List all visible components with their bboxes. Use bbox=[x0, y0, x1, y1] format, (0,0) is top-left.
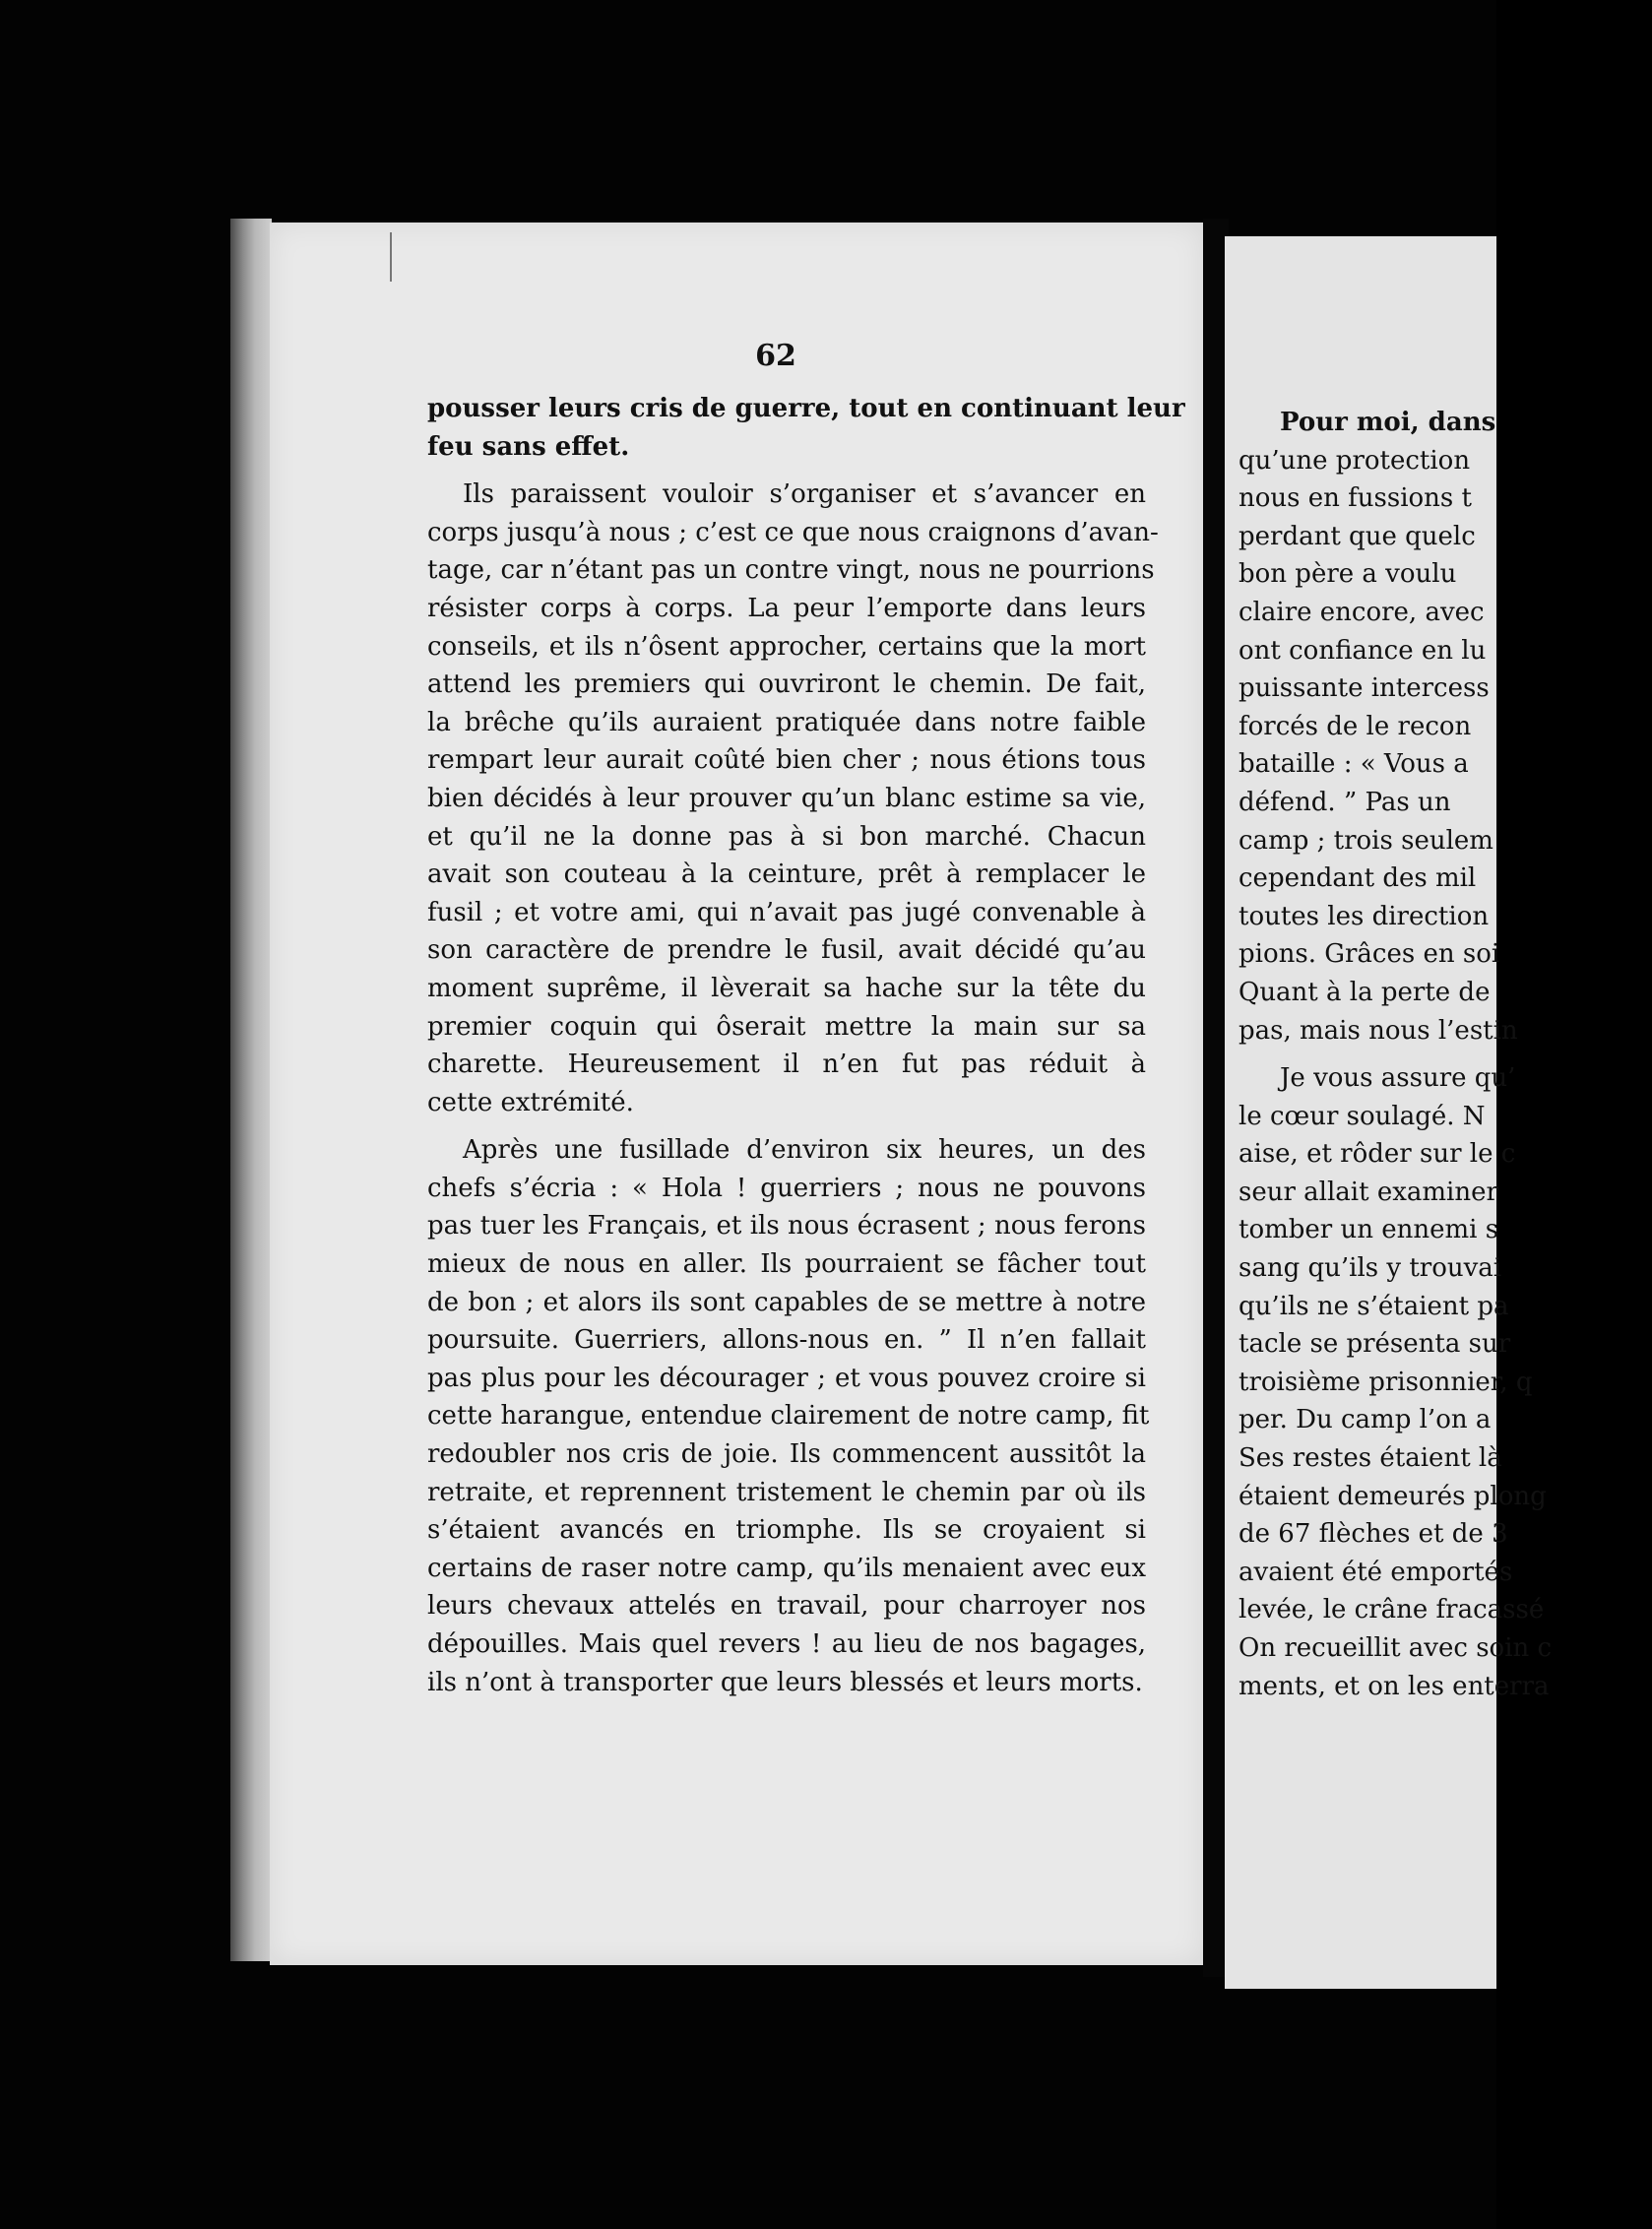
text-line: défend. ” Pas un bbox=[1239, 787, 1451, 817]
text-line: résister corps à corps. La peur l’emporte dans leurs bbox=[427, 593, 1146, 623]
text-line: de 67 flèches et de 3 bbox=[1239, 1519, 1508, 1550]
text-line: pousser leurs cris de guerre, tout en continuant leur bbox=[427, 394, 1185, 423]
text-line: retraite, et reprennent tristement le chemin par où ils bbox=[427, 1477, 1146, 1507]
text-line: per. Du camp l’on a bbox=[1239, 1405, 1492, 1435]
left-page bbox=[270, 223, 1203, 1965]
text-line: cette harangue, entendue clairement de notre camp, fit bbox=[427, 1401, 1150, 1432]
text-line: Ses restes étaient là bbox=[1239, 1443, 1502, 1474]
text-line: Après une fusillade d’environ six heures, un des bbox=[463, 1135, 1146, 1166]
text-line: tomber un ennemi s bbox=[1239, 1215, 1499, 1245]
text-line: nous en fussions t bbox=[1239, 483, 1472, 514]
text-line: étaient demeurés plong bbox=[1239, 1481, 1547, 1511]
text-line: On recueillit avec soin c bbox=[1239, 1633, 1553, 1663]
text-line: avait son couteau à la ceinture, prêt à remplacer le bbox=[427, 860, 1146, 890]
text-line: corps jusqu’à nous ; c’est ce que nous craignons d’avan- bbox=[427, 517, 1159, 547]
text-line: aise, et rôder sur le c bbox=[1239, 1139, 1516, 1170]
text-line: qu’une protection bbox=[1239, 445, 1471, 476]
text-line: mieux de nous en aller. Ils pourraient se fâcher tout bbox=[427, 1249, 1146, 1280]
text-line: qu’ils ne s’étaient pa bbox=[1239, 1291, 1509, 1321]
text-line: fusil ; et votre ami, qui n’avait pas jugé convenable à bbox=[427, 897, 1146, 927]
text-line: ments, et on les enterra bbox=[1239, 1671, 1550, 1701]
text-line: son caractère de prendre le fusil, avait décidé qu’au bbox=[427, 935, 1146, 966]
text-line: claire encore, avec bbox=[1239, 597, 1485, 627]
text-line: moment suprême, il lèverait sa hache sur la tête du bbox=[427, 973, 1146, 1003]
text-line: s’étaient avancés en triomphe. Ils se croyaient si bbox=[427, 1515, 1146, 1546]
text-line: pas tuer les Français, et ils nous écrasent ; nous ferons bbox=[427, 1211, 1146, 1242]
text-line: cependant des mil bbox=[1239, 863, 1477, 894]
text-line: pas plus pour les décourager ; et vous pouvez croire si bbox=[427, 1363, 1146, 1393]
text-line: bon père a voulu bbox=[1239, 559, 1457, 590]
text-line: toutes les direction bbox=[1239, 901, 1490, 931]
text-line: conseils, et ils n’ôsent approcher, certains que la mort bbox=[427, 631, 1146, 662]
text-line: tage, car n’étant pas un contre vingt, nous ne pourrions bbox=[427, 555, 1155, 586]
text-line: camp ; trois seulem bbox=[1239, 825, 1493, 856]
text-line: puissante intercess bbox=[1239, 673, 1490, 704]
text-line: et qu’il ne la donne pas à si bon marché. Chacun bbox=[427, 821, 1146, 852]
text-line: troisième prisonnier, q bbox=[1239, 1367, 1533, 1397]
text-line: bataille : « Vous a bbox=[1239, 749, 1469, 780]
left-page-text bbox=[427, 390, 1185, 1701]
text-line: premier coquin qui ôserait mettre la main sur sa bbox=[427, 1011, 1146, 1042]
text-line: perdant que quelc bbox=[1239, 521, 1476, 551]
text-line: rempart leur aurait coûté bien cher ; nous étions tous bbox=[427, 745, 1146, 776]
text-line: cette extrémité. bbox=[427, 1087, 634, 1117]
text-line: ils n’ont à transporter que leurs blessés et leurs morts. bbox=[427, 1667, 1143, 1697]
text-line: avaient été emportés bbox=[1239, 1557, 1513, 1587]
text-line: Je vous assure qu’ bbox=[1280, 1063, 1516, 1094]
text-line: seur allait examiner bbox=[1239, 1177, 1498, 1207]
right-page bbox=[1225, 236, 1553, 1989]
page-stack-edge bbox=[230, 219, 272, 1961]
text-line: poursuite. Guerriers, allons-nous en. ” Il n’en fallait bbox=[427, 1325, 1146, 1356]
text-line: pions. Grâces en soi bbox=[1239, 939, 1500, 970]
text-line: la brêche qu’ils auraient pratiquée dans notre faible bbox=[427, 707, 1146, 737]
margin-mark bbox=[390, 232, 392, 282]
text-line: de bon ; et alors ils sont capables de se mettre à notre bbox=[427, 1287, 1146, 1317]
text-line: chefs s’écria : « Hola ! guerriers ; nous ne pouvons bbox=[427, 1173, 1146, 1203]
text-line: attend les premiers qui ouvriront le chemin. De fait, bbox=[427, 669, 1146, 700]
text-line: le cœur soulagé. N bbox=[1239, 1101, 1486, 1131]
text-line: levée, le crâne fracassé bbox=[1239, 1595, 1545, 1625]
text-line: charette. Heureusement il n’en fut pas réduit à bbox=[427, 1050, 1146, 1080]
text-line: Quant à la perte de bbox=[1239, 977, 1491, 1007]
text-line: forcés de le recon bbox=[1239, 711, 1472, 741]
text-line: ont confiance en lu bbox=[1239, 635, 1487, 666]
text-line: pas, mais nous l’estin bbox=[1239, 1015, 1518, 1046]
right-page-text bbox=[1239, 404, 1652, 1705]
text-line: certains de raser notre camp, qu’ils menaient avec eux bbox=[427, 1553, 1146, 1583]
text-line: feu sans effet. bbox=[427, 431, 630, 462]
text-line: redoubler nos cris de joie. Ils commencent aussitôt la bbox=[427, 1439, 1146, 1470]
page-number: 62 bbox=[755, 339, 796, 373]
text-line: Ils paraissent vouloir s’organiser et s’avancer en bbox=[463, 479, 1146, 510]
text-line: bien décidés à leur prouver qu’un blanc estime sa vie, bbox=[427, 783, 1146, 813]
text-line: leurs chevaux attelés en travail, pour charroyer nos bbox=[427, 1591, 1146, 1622]
text-line: Pour moi, dans bbox=[1280, 408, 1496, 437]
text-line: dépouilles. Mais quel revers ! au lieu de nos bagages, bbox=[427, 1629, 1146, 1659]
text-line: tacle se présenta sur bbox=[1239, 1329, 1511, 1360]
text-line: sang qu’ils y trouvai bbox=[1239, 1253, 1502, 1284]
